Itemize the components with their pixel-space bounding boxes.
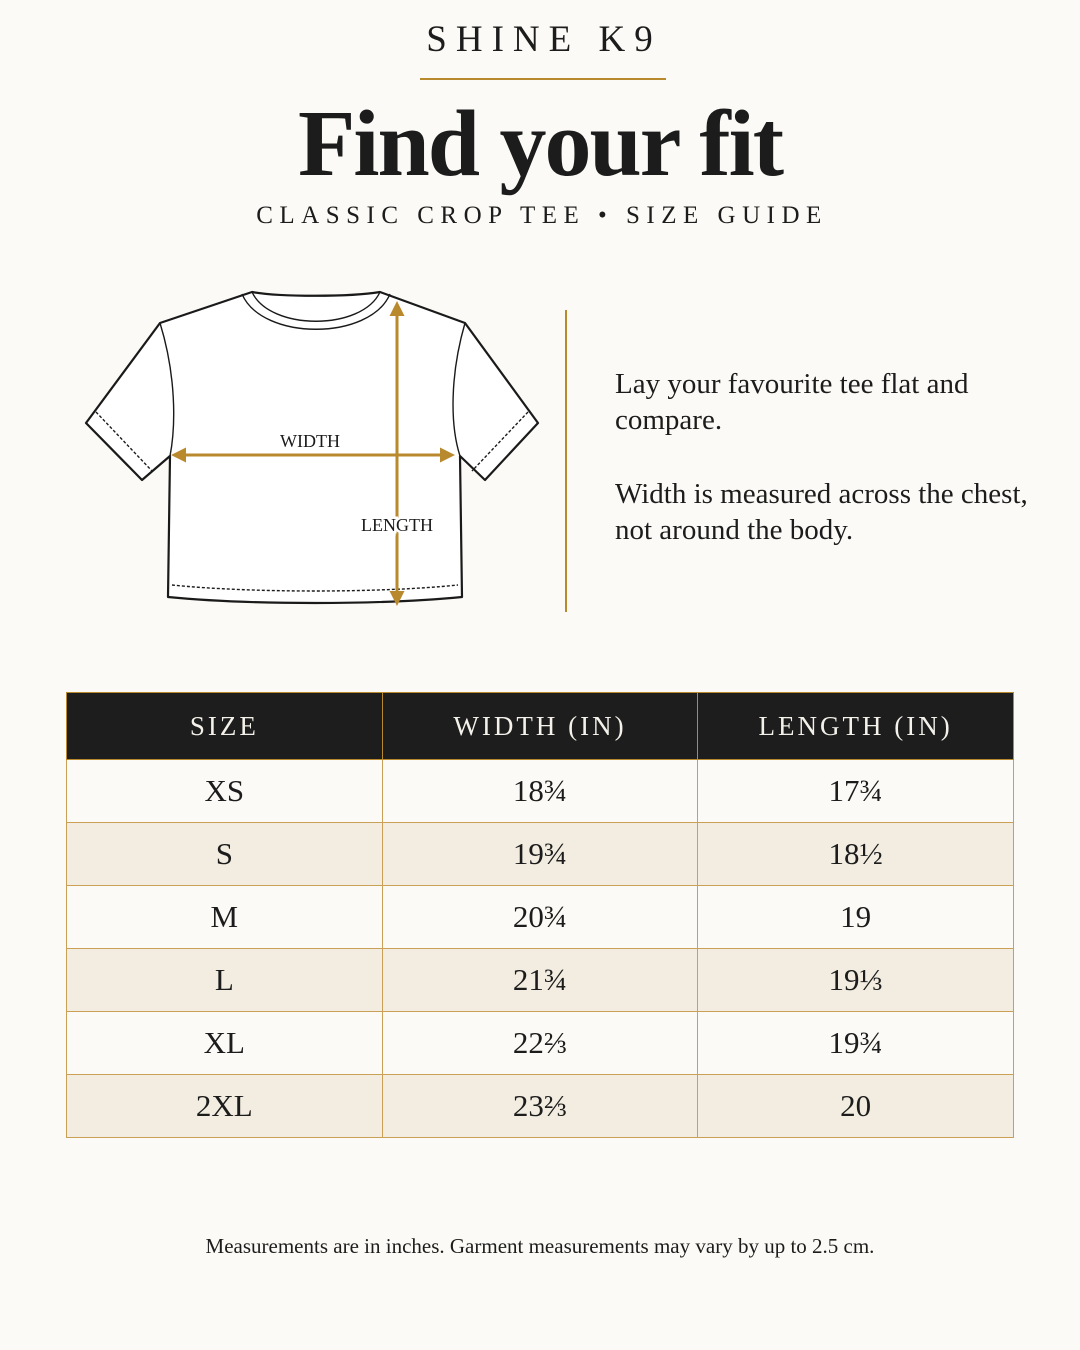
table-row [67, 1012, 1014, 1075]
length-cell: 19¾ [698, 1012, 1014, 1075]
instruction-lay-flat: Lay your favourite tee flat and compare. [615, 368, 969, 436]
table-row [67, 760, 1014, 823]
measuring-instructions [615, 366, 1055, 586]
length-cell: 17¾ [698, 760, 1014, 823]
measurement-footnote: Measurements are in inches. Garment measurements may vary by up to 2.5 cm. [205, 1234, 875, 1258]
size-cell: XL [67, 1012, 383, 1075]
size-cell: M [67, 886, 383, 949]
width-cell: 23⅔ [382, 1075, 698, 1138]
size-chart-table [66, 692, 1014, 1138]
column-header-length: LENGTH (IN) [698, 693, 1014, 760]
length-cell: 18½ [698, 823, 1014, 886]
column-header-size: SIZE [67, 693, 383, 760]
column-header-width: WIDTH (IN) [382, 693, 698, 760]
size-cell: XS [67, 760, 383, 823]
table-row [67, 886, 1014, 949]
table-header-row [67, 693, 1014, 760]
size-cell: L [67, 949, 383, 1012]
width-cell: 20¾ [382, 886, 698, 949]
table-row [67, 949, 1014, 1012]
width-label: WIDTH [280, 431, 340, 451]
page-title: Find your fit [297, 92, 783, 196]
length-cell: 20 [698, 1075, 1014, 1138]
table-row [67, 823, 1014, 886]
table-row [67, 1075, 1014, 1138]
length-cell: 19 [698, 886, 1014, 949]
section-divider [565, 310, 567, 612]
page-subtitle: CLASSIC CROP TEE • SIZE GUIDE [256, 202, 828, 229]
width-cell: 19¾ [382, 823, 698, 886]
width-cell: 22⅔ [382, 1012, 698, 1075]
brand-name: SHINE K9 [426, 19, 662, 60]
length-cell: 19⅓ [698, 949, 1014, 1012]
size-cell: S [67, 823, 383, 886]
width-cell: 18¾ [382, 760, 698, 823]
size-cell: 2XL [67, 1075, 383, 1138]
length-label: LENGTH [361, 515, 433, 535]
instruction-width-note: Width is measured across the chest, not around the body. [615, 478, 1028, 546]
width-cell: 21¾ [382, 949, 698, 1012]
tee-measurement-diagram [80, 285, 545, 615]
brand-divider [420, 78, 666, 80]
